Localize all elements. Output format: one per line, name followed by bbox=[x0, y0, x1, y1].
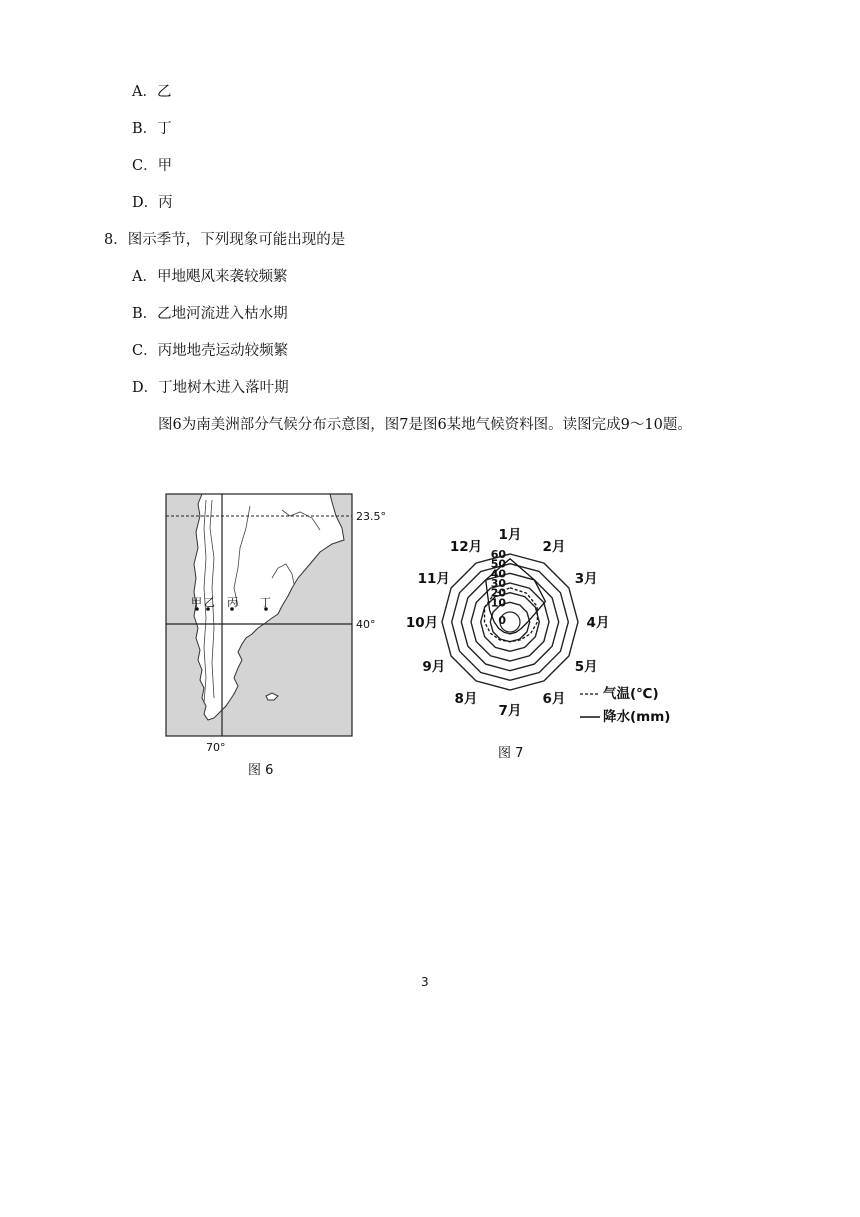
page-number: 3 bbox=[421, 975, 429, 989]
q7-option-c: C．甲 bbox=[132, 158, 173, 174]
fig7-caption: 图 7 bbox=[498, 746, 524, 761]
month-label: 4月 bbox=[586, 615, 610, 631]
month-label: 10月 bbox=[405, 615, 439, 631]
month-label: 12月 bbox=[449, 538, 483, 555]
q8-option-b: B．乙地河流进入枯水期 bbox=[132, 306, 288, 322]
south-america-map bbox=[160, 488, 400, 778]
lat-label-40: 40° bbox=[356, 618, 376, 631]
q7-option-d: D．丙 bbox=[132, 195, 173, 211]
q7-option-a: A．乙 bbox=[132, 84, 172, 100]
legend-precip-label: 降水(mm) bbox=[603, 709, 671, 725]
tick-label: 20 bbox=[490, 586, 506, 600]
month-label: 8月 bbox=[454, 691, 478, 708]
radar-rings bbox=[442, 554, 578, 690]
lat-label-23-5: 23.5° bbox=[356, 510, 386, 523]
place-label-jia: 甲 bbox=[191, 596, 202, 609]
month-label: 1月 bbox=[498, 527, 522, 543]
radar-ring-30 bbox=[471, 583, 549, 661]
tick-label: 0 bbox=[498, 614, 506, 627]
month-label: 6月 bbox=[542, 691, 566, 708]
place-label-ding: 丁 bbox=[260, 596, 271, 609]
fig6-caption: 图 6 bbox=[248, 763, 274, 778]
tick-label: 60 bbox=[490, 548, 506, 561]
month-label: 11月 bbox=[417, 571, 450, 587]
place-label-yi: 乙 bbox=[204, 596, 215, 609]
month-label: 3月 bbox=[574, 571, 598, 587]
radar-ring-50 bbox=[452, 564, 569, 681]
radar-ring-20 bbox=[481, 593, 540, 652]
radar-ticks bbox=[491, 548, 507, 627]
radar-labels bbox=[406, 527, 610, 719]
month-label: 2月 bbox=[542, 538, 566, 555]
month-label: 7月 bbox=[498, 703, 522, 719]
q7-option-b: B．丁 bbox=[132, 121, 172, 137]
tick-label: 30 bbox=[490, 577, 506, 590]
legend-temp-label: 气温(℃) bbox=[603, 686, 659, 702]
radar-ring-60 bbox=[442, 554, 578, 690]
climate-radar-chart bbox=[400, 512, 700, 732]
month-label: 9月 bbox=[422, 659, 446, 675]
q8-option-a: A．甲地飓风来袭较频繁 bbox=[132, 269, 288, 285]
figure-intro: 图6为南美洲部分气候分布示意图，图7是图6某地气候资料图。读图完成9～10题。 bbox=[158, 417, 692, 433]
place-label-bing: 丙 bbox=[227, 596, 238, 609]
q8-stem: 8．图示季节，下列现象可能出现的是 bbox=[104, 232, 346, 248]
tick-label: 40 bbox=[490, 567, 506, 581]
lon-label-70: 70° bbox=[206, 741, 226, 754]
q8-option-c: C．丙地地壳运动较频繁 bbox=[132, 343, 289, 359]
month-label: 5月 bbox=[574, 659, 598, 675]
q8-option-d: D．丁地树木进入落叶期 bbox=[132, 380, 289, 396]
tick-label: 10 bbox=[490, 596, 506, 610]
tick-label: 50 bbox=[490, 557, 506, 571]
